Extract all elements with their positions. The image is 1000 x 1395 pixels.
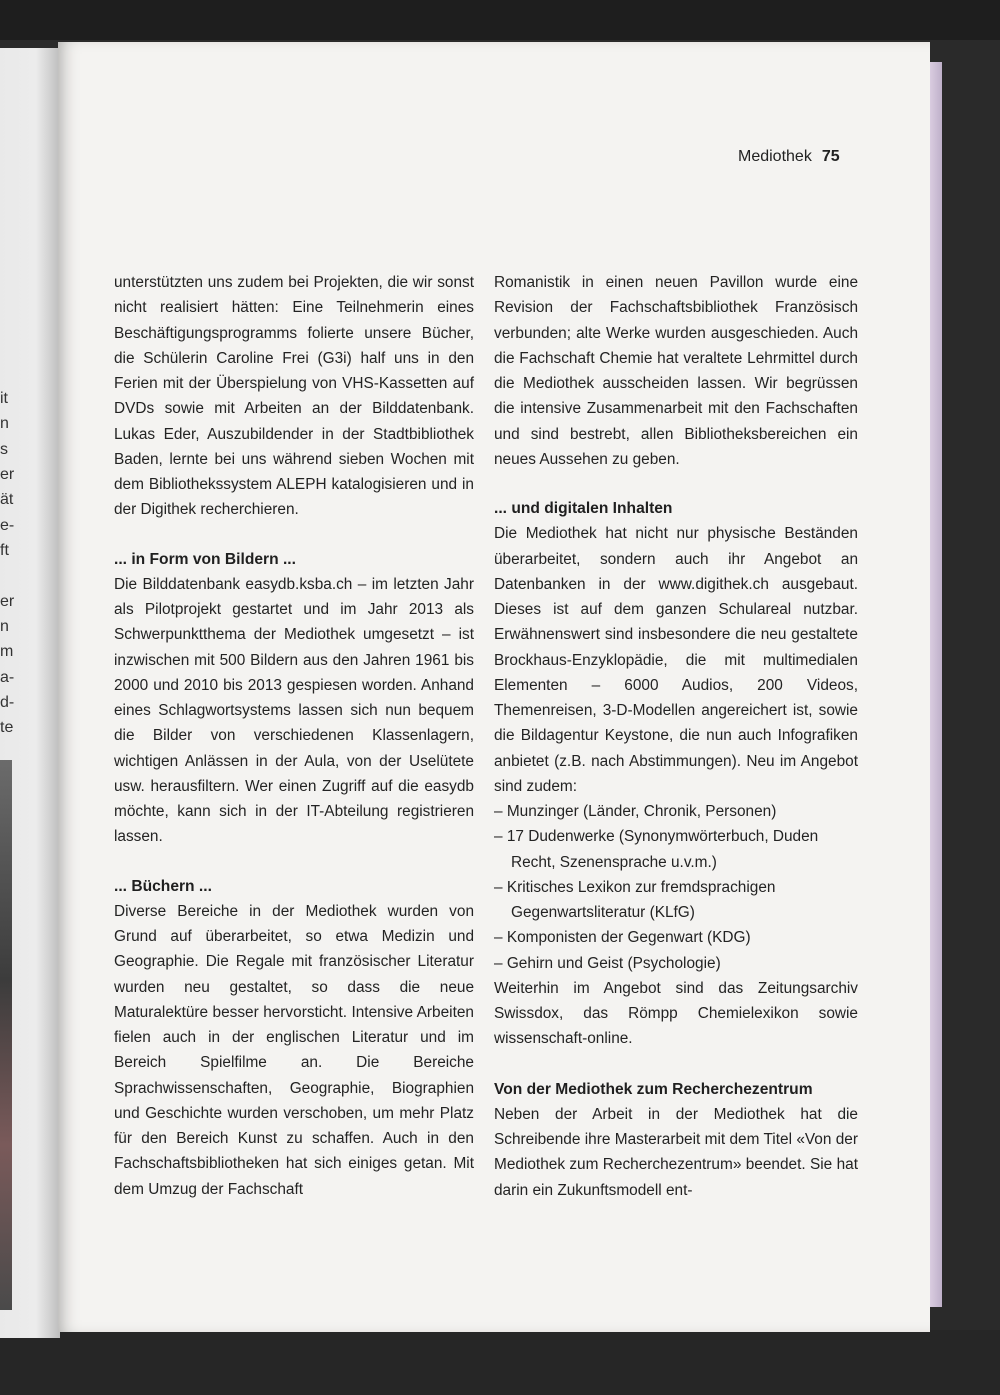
margin-fragment: te [0, 719, 14, 736]
margin-fragment: n [0, 415, 9, 432]
margin-fragment: m [0, 643, 14, 660]
margin-fragment: e- [0, 517, 15, 534]
left-column [114, 270, 474, 1202]
database-list [494, 799, 858, 976]
previous-page-photo [0, 760, 12, 1310]
scan-background-top [0, 0, 1000, 40]
margin-fragment: ft [0, 542, 9, 559]
list-item: – Munzinger (Länder, Chronik, Personen) [494, 803, 777, 820]
list-item: – Komponisten der Gegenwart (KDG) [494, 929, 751, 947]
heading-digital: ... und digitalen Inhalten [494, 500, 673, 517]
margin-fragment: d- [0, 694, 15, 711]
heading-buecher: ... Büchern ... [114, 877, 212, 895]
margin-fragment: er [0, 593, 15, 610]
paragraph-buecher: Diverse Bereiche in der Mediothek wurden von Grund auf überarbeitet, so etwa Medizin und Geographie. Die Regale mit französischer Literatur wurden neu gestaltet, so dass die neue Maturalektüre besser hervorsticht. Intensive Arbeiten fielen auch in der englischen Literatur und im Bereich Spielfilme an. Die Bereiche Sprachwissenschaften, Geographie, Biographien und Geschichte wurden verschoben, um mehr Platz für den Bereich Kunst zu schaffen. Auch in den Fachschaftsbibliotheken hat sich einiges getan. Mit dem Umzug der Fachschaft [114, 902, 474, 1198]
margin-fragment: ät [0, 491, 14, 508]
paragraph-continuation: Romanistik in einen neuen Pavillon wurde eine Revision der Fachschaftsbibliothek Französisch verbunden; alte Werke wurden ausgeschieden. Auch die Fachschaft Chemie hat veraltete Lehrmittel durch die Mediothek ausscheiden lassen. Wir begrüssen die intensive Zusammenarbeit mit den Fachschaften und sind bestrebt, allen Bibliotheksbereichen ein neues Aussehen zu geben. [494, 274, 858, 468]
scan-background-bottom [0, 1330, 1000, 1395]
running-head-title: Mediothek [738, 148, 812, 165]
heading-bilder: ... in Form von Bildern ... [114, 550, 296, 568]
margin-fragment: n [0, 618, 9, 635]
margin-fragment: s [0, 441, 8, 458]
right-column [494, 270, 858, 1203]
paragraph-intro: unterstützten uns zudem bei Projekten, die wir sonst nicht realisiert hätten: Eine Teilnehmerin eines Beschäftigungsprogramms folierte unsere Bücher, die Schülerin Caroline Frei (G3i) half uns in den Ferien mit der Überspielung von VHS-Kassetten auf DVDs sowie mit Arbeiten an der Bilddatenbank. Lukas Eder, Auszubildender in der Stadtbibliothek Baden, lernte bei uns während sieben Wochen mit dem Bibliothekssystem ALEPH katalogisieren und in der Digithek recherchieren. [114, 274, 474, 519]
paragraph-after-list: Weiterhin im Angebot sind das Zeitungsarchiv Swissdox, das Römpp Chemielexikon sowie wissenschaft-online. [494, 979, 858, 1048]
running-head [738, 148, 840, 166]
paragraph-bilder: Die Bilddatenbank easydb.ksba.ch – im letzten Jahr als Pilotprojekt gestartet und im Jahr 2013 als Schwerpunktthema der Mediothek umgesetzt – ist inzwischen mit 500 Bildern aus den Jahren 1961 bis 2000 und 2010 bis 2013 gespiesen worden. Anhand eines Schlagwortsystems lassen sich nun bequem die Bilder von verschiedenen Klassenlagern, wichtigen Anlässen in der Aula, von der Uselütete usw. herausfiltern. Wer einen Zugriff auf die easydb möchte, kann sich in der IT-Abteilung registrieren lassen. [114, 575, 474, 846]
margin-fragment: a- [0, 669, 15, 686]
list-item: – 17 Dudenwerke (Synonymwörterbuch, Duden Recht, Szenensprache u.v.m.) [494, 828, 819, 871]
paragraph-recherche: Neben der Arbeit in der Mediothek hat die Schreibende ihre Masterarbeit mit dem Titel «Von der Mediothek zum Recherchezentrum» beendet. Sie hat darin ein Zukunftsmodell ent- [494, 1105, 858, 1199]
paragraph-digital: Die Mediothek hat nicht nur physische Beständen überarbeitet, sondern auch ihr Angebot an Datenbanken in der www.digithek.ch ausgebaut. Dieses ist auf dem ganzen Schulareal nutzbar. Erwähnenswert sind insbesondere die neu gestaltete Brockhaus-Enzyklopädie, die mit multimedialen Elementen – 6000 Audios, 200 Videos, Themenreisen, 3-D-Modellen angereichert ist, sowie die Bildagentur Keystone, die nun auch Infografiken anbietet (z.B. nach Abstimmungen). Neu im Angebot sind zudem: [494, 525, 858, 795]
list-item: – Kritisches Lexikon zur fremdsprachigen Gegenwartsliteratur (KLfG) [494, 878, 776, 921]
heading-recherche: Von der Mediothek zum Recherchezentrum [494, 1080, 813, 1098]
previous-page-edge [0, 48, 60, 1338]
margin-fragment: it [0, 390, 8, 407]
margin-fragment: er [0, 466, 15, 483]
list-item: – Gehirn und Geist (Psychologie) [494, 954, 721, 972]
page-stack-edge [930, 62, 942, 1307]
page-number: 75 [821, 148, 840, 165]
